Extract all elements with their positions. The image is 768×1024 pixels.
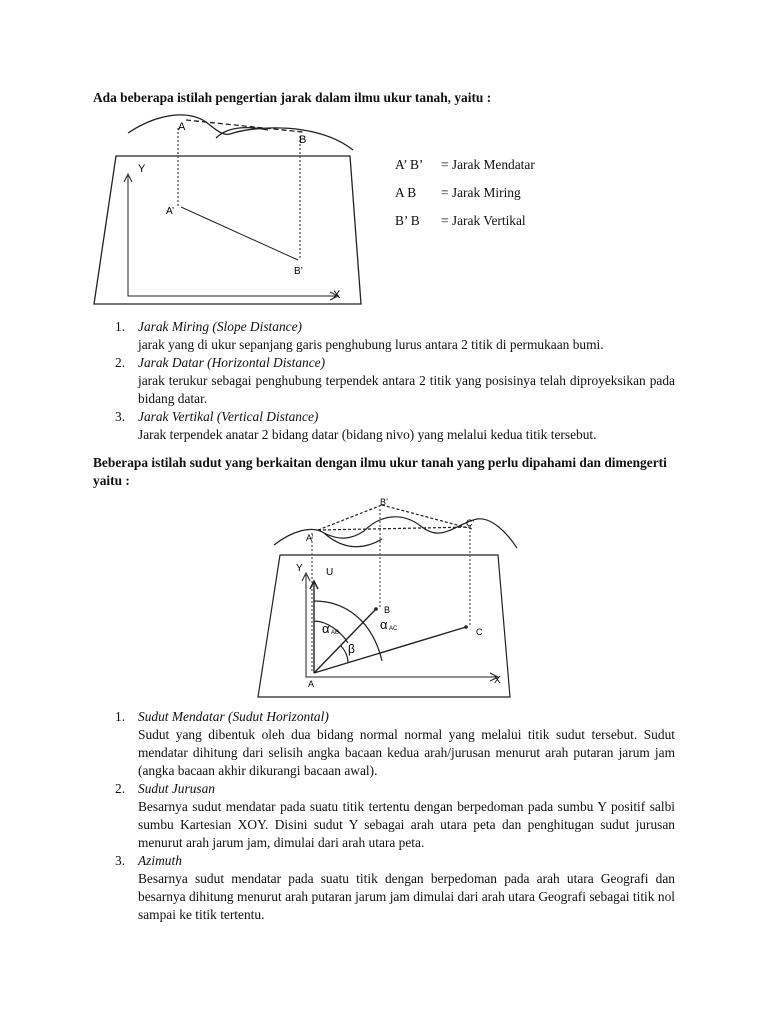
fig1-label-b-prime: B’ — [294, 266, 303, 277]
legend-row — [395, 212, 526, 230]
legend-symbol: A B — [395, 185, 417, 200]
fig2-label-a-prime: A’ — [306, 533, 314, 543]
fig2-label-x: X — [494, 675, 501, 686]
fig1-label-a-prime: A’ — [166, 206, 175, 217]
fig2-label-alpha-ac: α — [380, 617, 388, 632]
figure-angle — [252, 493, 522, 701]
legend-symbol: B’ B — [395, 213, 420, 228]
legend-row — [395, 184, 521, 202]
fig2-label-b-prime: B’ — [380, 497, 389, 507]
list-desc: Besarnya sudut mendatar pada suatu titik tertentu dengan berpedoman pada sumbu Y positif salbi sumbu Kartesian XOY. Disini sudut Y sebagai arah utara peta dan penghitugan sudut jurusan menurut arah jarum jam, dimulai dari arah utara peta. — [138, 799, 675, 850]
list-number: 1. — [115, 709, 126, 724]
list-desc: Besarnya sudut mendatar pada suatu titik dengan berpedoman pada arah utara Geografi dan besarnya dihitung menurut arah putaran jarum jam dimulai dari arah utara Geografi sebagai titik nol sampai ke titik tertentu. — [138, 871, 675, 922]
list-number: 2. — [115, 781, 126, 796]
list-item — [93, 354, 675, 408]
list-term: Sudut Jurusan — [138, 781, 215, 796]
list-term: Jarak Datar (Horizontal Distance) — [138, 355, 326, 370]
list-desc: Sudut yang dibentuk oleh dua bidang normal normal yang melalui titik sudut tersebut. Sudut mendatar dihitung dari selisih angka bacaan kedua arah/jurusan menurut arah putaran jarum jam (angka bacaan akhir dikurangi bacaan awal). — [138, 727, 675, 778]
list-item — [93, 408, 675, 444]
list-number: 2. — [115, 355, 126, 370]
fig2-label-b: B — [384, 605, 391, 615]
heading-distance: Ada beberapa istilah pengertian jarak dalam ilmu ukur tanah, yaitu : — [93, 90, 492, 105]
list-item — [93, 708, 675, 780]
legend-text: = Jarak Miring — [441, 185, 521, 200]
list-number: 3. — [115, 853, 126, 868]
fig2-label-c: C — [476, 627, 483, 637]
fig2-label-alpha-ac-sub: AC — [389, 626, 398, 632]
angle-list — [93, 708, 675, 924]
fig1-label-b: B — [299, 134, 307, 146]
legend-symbol: A’ B’ — [395, 157, 424, 172]
distance-list — [93, 318, 675, 444]
fig1-label-y: Y — [138, 163, 146, 175]
list-desc: jarak terukur sebagai penghubung terpendek antara 2 titik yang posisinya telah diproyeksikan pada bidang datar. — [138, 373, 675, 406]
list-number: 1. — [115, 319, 126, 334]
list-item — [93, 852, 675, 924]
fig1-label-x: X — [333, 289, 341, 301]
legend-row — [395, 156, 535, 174]
fig2-label-c-prime: C’ — [466, 518, 475, 528]
fig2-label-beta: β — [348, 642, 355, 656]
figure-distance — [88, 108, 368, 308]
fig1-label-a: A — [178, 121, 186, 133]
fig2-label-y: Y — [296, 563, 303, 574]
list-number: 3. — [115, 409, 126, 424]
legend-text: = Jarak Mendatar — [441, 157, 535, 172]
fig2-label-alpha-ab: α — [322, 621, 330, 636]
list-term: Jarak Miring (Slope Distance) — [138, 319, 302, 334]
list-term: Jarak Vertikal (Vertical Distance) — [138, 409, 319, 424]
heading-angle: Beberapa istilah sudut yang berkaitan dengan ilmu ukur tanah yang perlu dipahami dan dimengerti yaitu : — [93, 455, 667, 488]
list-desc: Jarak terpendek anatar 2 bidang datar (bidang nivo) yang melalui kedua titik tersebut. — [138, 427, 597, 442]
list-item — [93, 318, 675, 354]
legend-text: = Jarak Vertikal — [441, 213, 526, 228]
fig2-label-alpha-ab-sub: AB — [331, 630, 340, 636]
list-term: Azimuth — [138, 853, 182, 868]
fig2-label-a: A — [308, 679, 315, 689]
list-term: Sudut Mendatar (Sudut Horizontal) — [138, 709, 329, 724]
list-item — [93, 780, 675, 852]
list-desc: jarak yang di ukur sepanjang garis penghubung lurus antara 2 titik di permukaan bumi. — [138, 337, 604, 352]
fig2-label-u: U — [326, 567, 334, 578]
